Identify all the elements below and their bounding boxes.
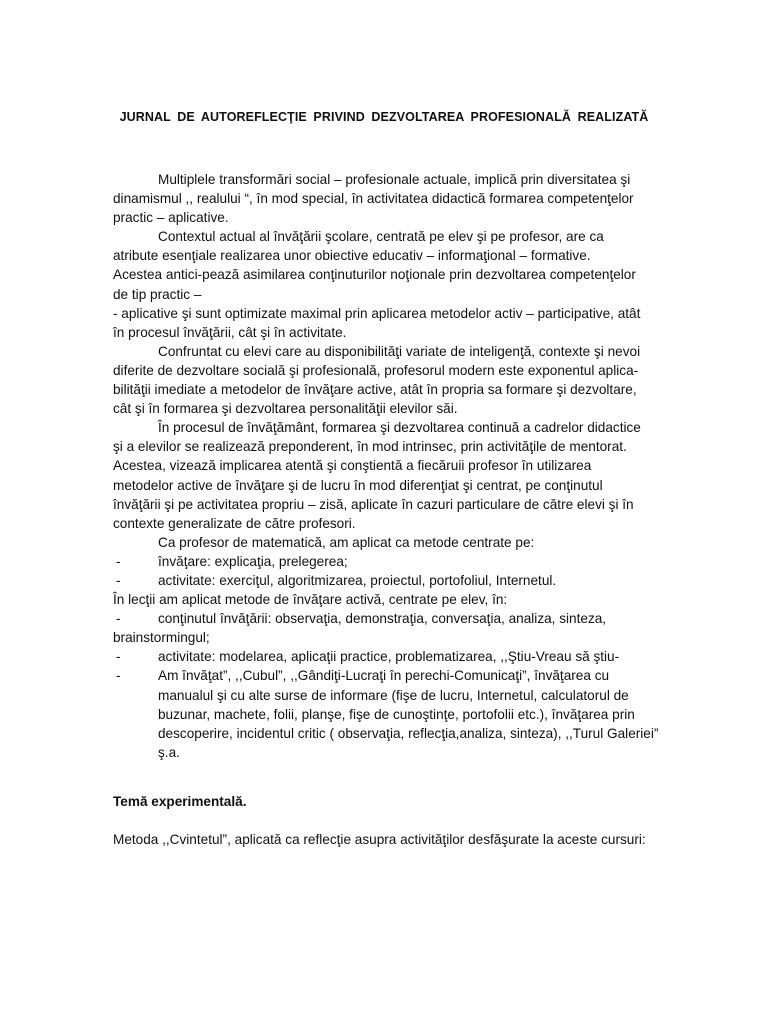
paragraph-line: metodelor active de învăţare şi de lucru în mod diferenţiat şi centrat, pe conţinutul (113, 477, 603, 493)
list-item-text: învăţare: explicaţia, prelegerea; (158, 553, 348, 569)
paragraph-line: diferite de dezvoltare socială şi profesională, profesorul modern este exponentul aplica- (113, 362, 639, 378)
list-item-continuation: descoperire, incidentul critic ( observaţia, reflecţia,analiza, sinteza), ,,Turul Galeriei” (158, 725, 659, 741)
paragraph-line: Ca profesor de matematică, am aplicat ca metode centrate pe: (158, 534, 535, 550)
list-item-text: activitate: exerciţul, algoritmizarea, proiectul, portofoliul, Internetul. (158, 572, 557, 588)
paragraph-line: învăţării şi pe activitatea propriu – zisă, aplicate în cazuri particulare de către elevi şi în (113, 496, 634, 512)
paragraph-line: Acestea antici-pează asimilarea conţinuturilor noţionale prin dezvoltarea competenţelor (113, 267, 636, 283)
list-item-continuation: ş.a. (158, 744, 180, 760)
paragraph-line: Contextul actual al învăţării şcolare, centrată pe elev şi pe profesor, are ca (158, 229, 604, 245)
document-title: JURNAL DE AUTOREFLECŢIE PRIVIND DEZVOLTAREA PROFESIONALĂ REALIZATĂ (119, 110, 649, 124)
list-item-continuation: manualul şi cu alte surse de informare (fişe de lucru, Internetul, calculatorul de (158, 687, 629, 703)
paragraph-line: de tip practic – (113, 286, 202, 302)
method-paragraph: Metoda ,,Cvintetul”, aplicată ca reflecţie asupra activităţilor desfăşurate la aceste cursuri: (113, 832, 646, 847)
list-item (113, 552, 673, 571)
paragraph-line: Confruntat cu elevi care au disponibilităţi variate de inteligenţă, contexte şi nevoi (158, 343, 641, 359)
list-item (113, 571, 673, 590)
paragraph-line: practic – aplicative. (113, 210, 229, 226)
list-item-text: conţinutul învăţării: observaţia, demonstraţia, conversaţia, analiza, sinteza, (158, 611, 607, 627)
paragraph-line: bilităţii imediate a metodelor de învăţare active, atât în propria sa formare şi dezvoltare, (113, 382, 637, 398)
paragraph-line: atribute esenţiale realizarea unor obiective educativ – informaţional – formative. (113, 248, 591, 264)
paragraph-line: dinamismul ,, realului “, în mod special, în activitatea didactică formarea competenţelor (113, 191, 634, 207)
list-dash: - (116, 649, 121, 665)
list-item (113, 666, 673, 685)
paragraph-line: brainstormingul; (113, 630, 210, 646)
paragraph-line: cât şi în formarea şi dezvoltarea personalităţii elevilor săi. (113, 401, 458, 417)
list-dash: - (116, 611, 121, 627)
paragraph-line: - aplicative şi sunt optimizate maximal prin aplicarea metodelor activ – participative, atât (113, 305, 641, 321)
list-item (113, 647, 673, 666)
paragraph-line: Multiplele transformări social – profesionale actuale, implică prin diversitatea şi (158, 172, 631, 187)
document-body (113, 170, 673, 762)
paragraph-line: şi a elevilor se realizează preponderent, în mod intrinsec, prin activităţile de mentorat. (113, 439, 627, 455)
paragraph-line: Acestea, vizează implicarea atentă şi conştientă a fiecăruii profesor în utilizarea (113, 458, 592, 474)
list-item-text: Am învăţat”, ,,Cubul”, ,,Gândiţi-Lucraţi în perechi-Comunicaţi”, învăţarea cu (158, 668, 610, 684)
paragraph-line: În procesul de învăţământ, formarea şi dezvoltarea continuă a cadrelor didactice (158, 420, 641, 436)
list-dash: - (116, 572, 121, 588)
section-heading: Temă experimentală. (113, 794, 247, 809)
list-item-continuation: buzunar, machete, folii, planşe, fişe de cunoştinţe, portofolii etc.), învăţarea prin (158, 706, 635, 722)
paragraph-line: contexte generalizate de către profesori. (113, 515, 356, 531)
paragraph-line: În lecţii am aplicat metode de învăţare activă, centrate pe elev, în: (113, 592, 508, 608)
paragraph-line: în procesul învăţării, cât şi în activitate. (113, 324, 347, 340)
list-dash: - (116, 553, 121, 569)
list-item-text: activitate: modelarea, aplicaţii practice, problematizarea, ,,Ştiu-Vreau să ştiu- (158, 649, 620, 665)
list-dash: - (116, 668, 121, 684)
list-item (113, 609, 673, 628)
